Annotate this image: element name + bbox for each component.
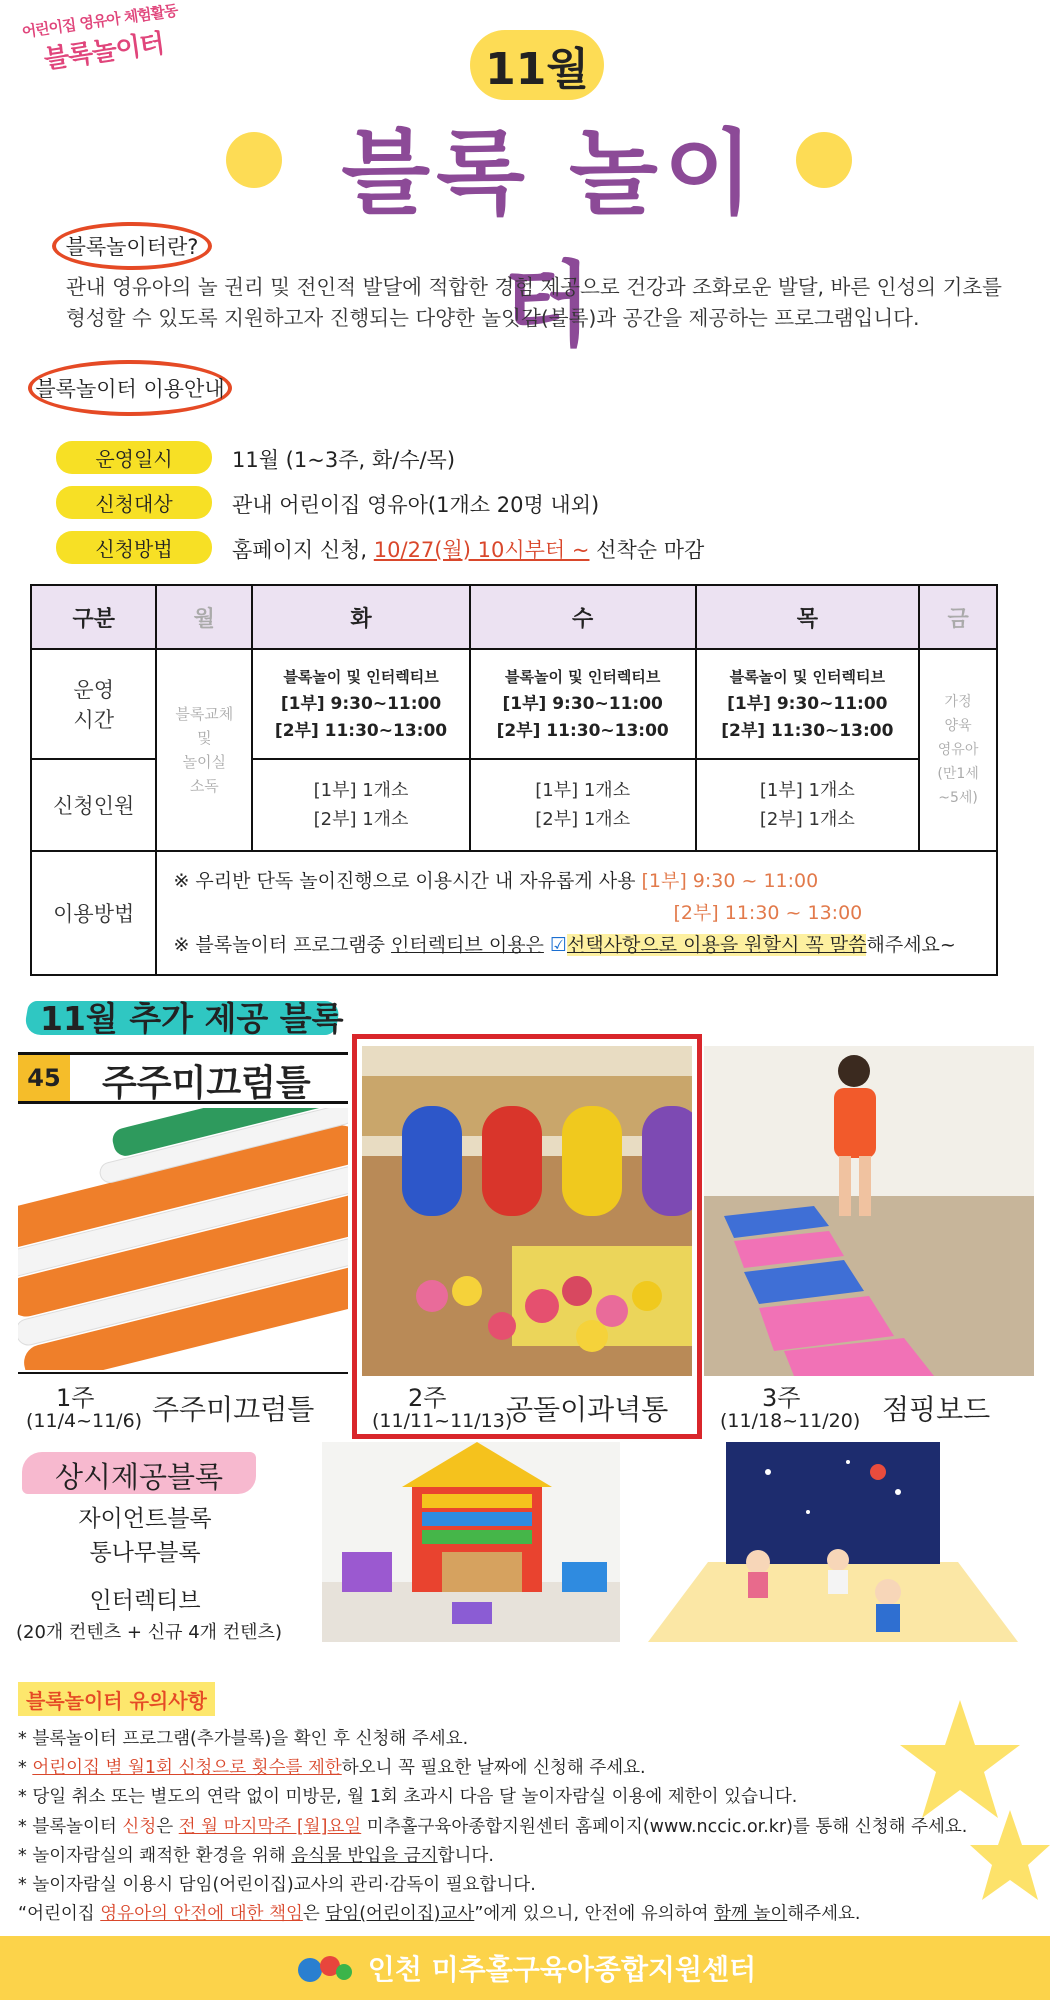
wednesday-time [470, 649, 696, 759]
thursday-time [696, 649, 920, 759]
intro-heading: 블록놀이터란? [52, 222, 212, 270]
table-row-method [31, 851, 997, 975]
interactive-image [648, 1442, 1018, 1642]
time-part2: [2부] 11:30~13:00 [496, 720, 669, 741]
people-part2: [2부] 1개소 [759, 809, 855, 830]
caution-line-7 [18, 1900, 1028, 1929]
header-wednesday: 수 [470, 585, 696, 649]
caution-line-5-suffix: 합니다. [437, 1845, 494, 1866]
row-label-time: 운영 시간 [31, 649, 156, 759]
center-logo-icon [294, 1948, 354, 1988]
method-note [156, 851, 997, 975]
row-label-people: 신청인원 [31, 759, 156, 851]
header-thursday: 목 [696, 585, 920, 649]
guide-label-target: 신청대상 [56, 486, 212, 519]
jumping-board-image [704, 1046, 1034, 1376]
product-number: 45 [18, 1055, 70, 1101]
caution-line-6: * 놀이자람실 이용시 담임(어린이집)교사의 관리·감독이 필요합니다. [18, 1875, 536, 1896]
caution-line-4-red2: 전 월 마지막주 [월]요일 [178, 1816, 362, 1837]
logo-subtitle: 어린이집 영유아 체험활동 [20, 1, 179, 42]
header-friday: 금 [919, 585, 997, 649]
guide-value-period: 11월 (1~3주, 화/수/목) [232, 448, 456, 472]
time-part1: [1부] 9:30~11:00 [502, 693, 663, 714]
target-bin-image [362, 1046, 692, 1376]
method-line1b [173, 897, 996, 929]
caution-line-2 [18, 1754, 1028, 1783]
method-line1-text: ※ 우리반 단독 놀이진행으로 이용시간 내 자유롭게 사용 [173, 870, 636, 892]
week2-dates: (11/11~11/13) [372, 1410, 513, 1432]
people-part1: [1부] 1개소 [535, 780, 631, 801]
title-dot-right [796, 132, 852, 188]
caution-line-4-red1: 신청 [122, 1816, 157, 1837]
wednesday-people [470, 759, 696, 851]
time-title: 블록놀이 및 인터렉티브 [283, 667, 439, 686]
week3-name: 점핑보드 [882, 1393, 991, 1426]
month-badge: 11월 [470, 30, 604, 100]
time-title: 블록놀이 및 인터렉티브 [729, 667, 885, 686]
thursday-people [696, 759, 920, 851]
title-dot-left [226, 132, 282, 188]
method-start-time: 10/27(월) 10시부터 ~ [373, 538, 590, 562]
page-title: 블록 놀이터 [341, 120, 759, 359]
always-item-4: (20개 컨텐츠 + 신규 4개 컨텐츠) [16, 1622, 282, 1643]
caution-line-4-suffix: 미추홀구육아종합지원센터 홈페이지(www.nccic.or.kr)를 통해 신청해 주세요. [366, 1816, 968, 1837]
caution-line-1: * 블록놀이터 프로그램(추가블록)을 확인 후 신청해 주세요. [18, 1729, 469, 1749]
always-heading: 상시제공블록 [54, 1460, 224, 1494]
star-decoration-icon [900, 1700, 1050, 1936]
method-line2-ul2: 선택사항으로 이용을 원할시 꼭 말씀 [567, 934, 867, 956]
header-monday: 월 [156, 585, 252, 649]
checkbox-icon: ☑ [549, 934, 567, 956]
schedule-table [30, 584, 998, 976]
header-tuesday: 화 [252, 585, 470, 649]
people-part2: [2부] 1개소 [535, 809, 631, 830]
method-line2-ul: 인터렉티브 이용은 [391, 934, 544, 956]
caution-line-5-prefix: * 놀이자람실의 쾌적한 환경을 위해 [18, 1845, 286, 1866]
method-time2: [2부] 11:30 ~ 13:00 [673, 902, 863, 924]
method-line2-prefix: ※ 블록놀이터 프로그램중 [173, 934, 385, 956]
intro-text: 관내 영유아의 놀 권리 및 전인적 발달에 적합한 경험 제공으로 건강과 조화로운 발달, 바른 인성의 기초를 형성할 수 있도록 지원하고자 진행되는 다양한 놀잇감(블록)과 공간을 제공하는 프로그램입니다. [66, 275, 1002, 330]
time-part2: [2부] 11:30~13:00 [721, 720, 894, 741]
people-part1: [1부] 1개소 [759, 780, 855, 801]
footer-org-name: 인천 미추홀구육아종합지원센터 [367, 1953, 757, 1986]
time-title: 블록놀이 및 인터렉티브 [505, 667, 661, 686]
caution-line-2-suffix: 하오니 꼭 필요한 날짜에 신청해 주세요. [341, 1758, 646, 1779]
friday-note: 가정 양육 영유아 (만1세 ~5세) [919, 649, 997, 851]
people-part2: [2부] 1개소 [313, 809, 409, 830]
product-name: 주주미끄럼틀 [102, 1063, 311, 1104]
caution-line-7-ul2: 함께 놀이 [714, 1904, 788, 1925]
method-prefix: 홈페이지 신청, [232, 538, 368, 562]
caution-line-7-mid: 은 [302, 1904, 320, 1925]
always-item-1: 자이언트블록 [78, 1506, 212, 1532]
guide-label-method: 신청방법 [56, 531, 212, 564]
caution-line-7-mid2: ”에게 있으니, 안전에 유의하여 [474, 1904, 709, 1925]
product-header [18, 1052, 348, 1104]
caution-line-5-ul: 음식물 반입을 금지 [291, 1845, 438, 1866]
method-line2 [173, 929, 996, 961]
caution-line-2-red: 어린이집 별 월1회 신청으로 횟수를 제한 [32, 1758, 342, 1779]
logo-title: 블록놀이터 [42, 28, 166, 76]
method-line1 [173, 865, 996, 897]
tuesday-people [252, 759, 470, 851]
caution-list [18, 1725, 1028, 1929]
caution-line-7-ul: 담임(어린이집)교사 [325, 1904, 475, 1925]
week3-label: 3주 [762, 1384, 801, 1412]
footer-bar [0, 1936, 1050, 2000]
row-label-method: 이용방법 [31, 851, 156, 975]
caution-line-7-red: 영유아의 안전에 대한 책임 [100, 1904, 303, 1925]
week1-label: 1주 [56, 1384, 95, 1412]
caution-heading: 블록놀이터 유의사항 [18, 1682, 215, 1716]
caution-line-4 [18, 1813, 1028, 1842]
monday-note: 블록교체 및 놀이실 소독 [156, 649, 252, 851]
table-row-time [31, 649, 997, 759]
week1-name: 주주미끄럼틀 [152, 1393, 315, 1426]
giant-block-image [322, 1442, 620, 1642]
guide-heading: 블록놀이터 이용안내 [28, 360, 232, 416]
week2-name: 공돌이과녁통 [506, 1393, 669, 1426]
extra-heading-wrap [26, 993, 344, 1037]
tuesday-time [252, 649, 470, 759]
caution-line-5 [18, 1842, 1028, 1871]
week3-dates: (11/18~11/20) [720, 1410, 861, 1432]
program-logo [4, 0, 202, 93]
week1-dates: (11/4~11/6) [26, 1410, 143, 1432]
time-part2: [2부] 11:30~13:00 [274, 720, 448, 741]
divider [18, 1372, 348, 1374]
always-item-2: 통나무블록 [89, 1540, 201, 1566]
time-part1: [1부] 9:30~11:00 [280, 693, 442, 714]
caution-line-7-suffix: 해주세요. [787, 1904, 861, 1925]
time-part1: [1부] 9:30~11:00 [727, 693, 888, 714]
method-time1: [1부] 9:30 ~ 11:00 [641, 870, 819, 892]
guide-value-method [232, 534, 704, 564]
caution-line-3: * 당일 취소 또는 별도의 연락 없이 미방문, 월 1회 초과시 다음 달 놀이자람실 이용에 제한이 있습니다. [18, 1787, 798, 1808]
guide-label-period: 운영일시 [56, 441, 212, 474]
caution-line-7-prefix: “어린이집 [18, 1904, 95, 1925]
header-category: 구분 [31, 585, 156, 649]
table-header-row [31, 585, 997, 649]
extra-heading: 11월 추가 제공 블록 [40, 999, 344, 1038]
caution-line-4-prefix: * 블록놀이터 [18, 1816, 117, 1837]
guide-value-target: 관내 어린이집 영유아(1개소 20명 내외) [232, 493, 600, 517]
slide-image [18, 1108, 348, 1370]
always-item-3: 인터렉티브 [89, 1588, 201, 1614]
method-line2-suffix: 해주세요~ [866, 934, 956, 956]
caution-line-4-mid: 은 [156, 1816, 174, 1837]
caution-line-2-prefix: * [18, 1758, 27, 1779]
week2-label: 2주 [408, 1384, 447, 1412]
method-suffix: 선착순 마감 [596, 538, 705, 562]
people-part1: [1부] 1개소 [313, 780, 409, 801]
